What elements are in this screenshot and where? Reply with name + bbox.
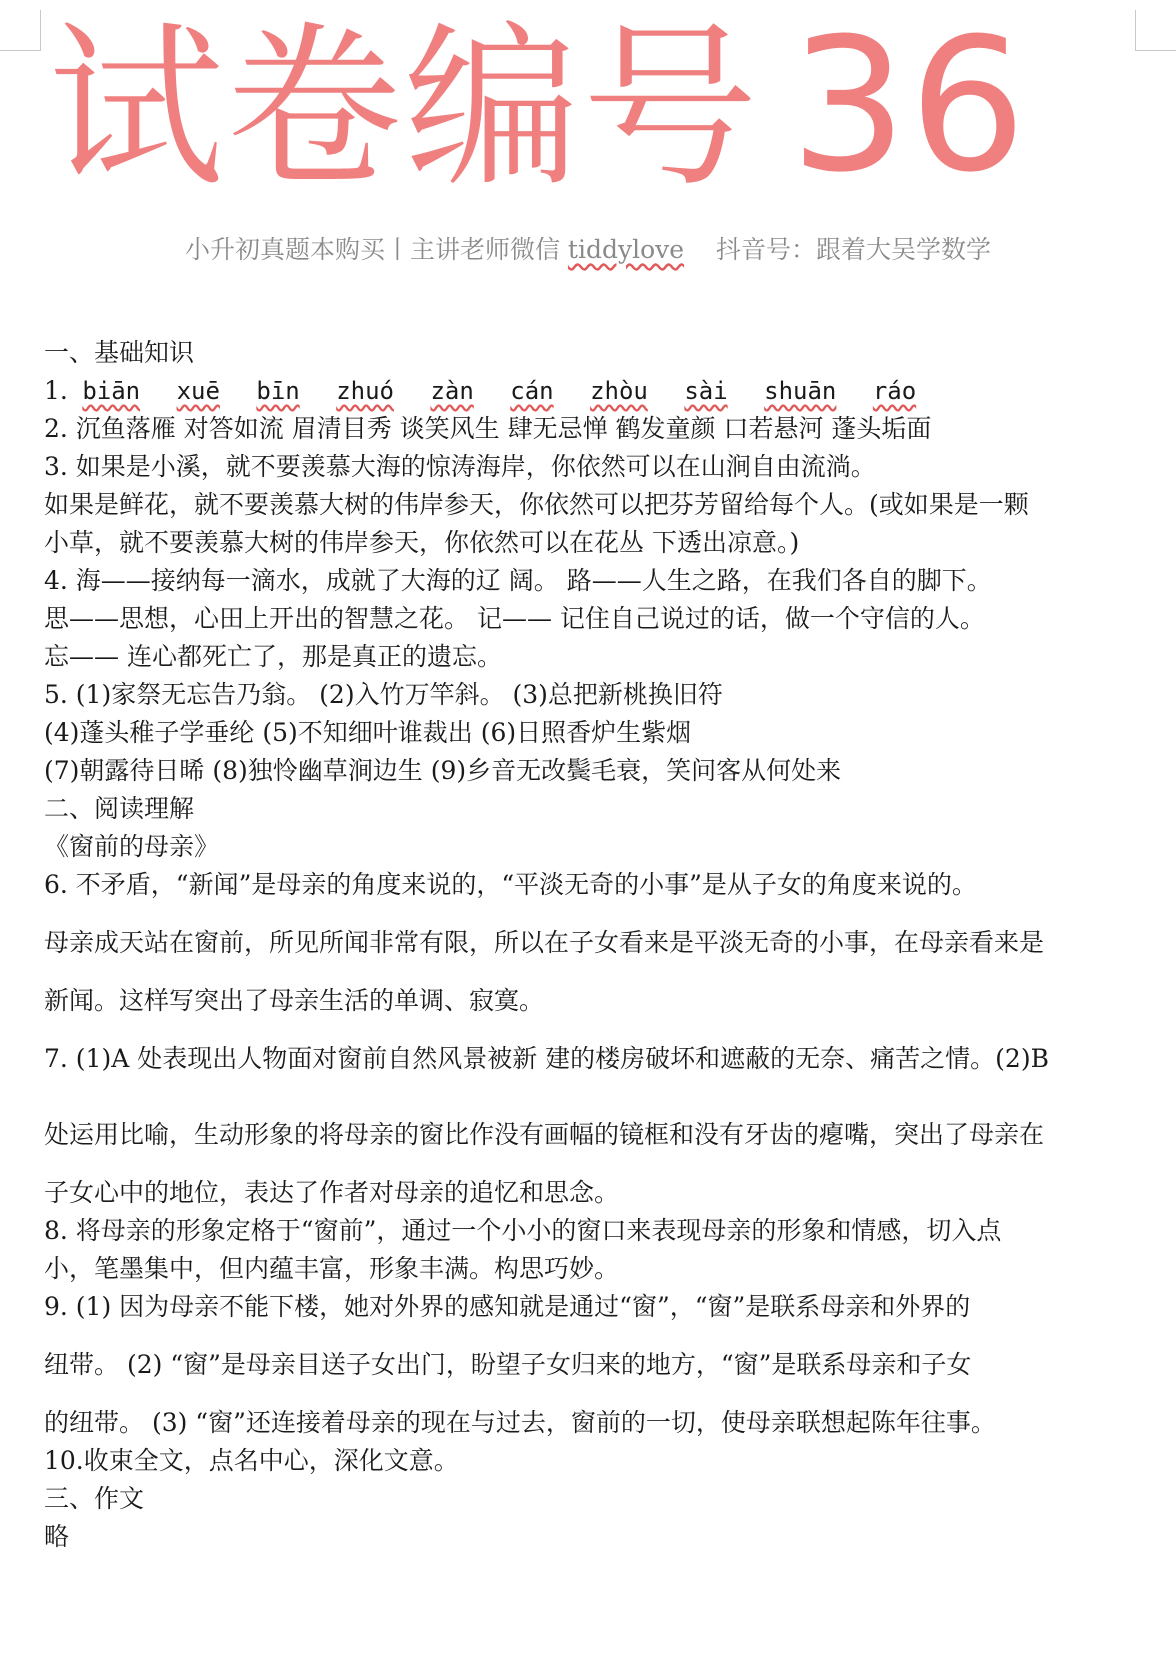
answer-q4-line: 思——思想，心田上开出的智慧之花。 记—— 记住自己说过的话，做一个守信的人。 bbox=[44, 604, 985, 633]
pinyin-item: bīn bbox=[256, 377, 300, 405]
answer-q3-line: 3. 如果是小溪，就不要羡慕大海的惊涛海岸，你依然可以在山涧自由流淌。 bbox=[44, 452, 876, 481]
answer-q7-line: 7. (1)A 处表现出人物面对窗前自然风景被新 建的楼房破坏和遮蔽的无奈、痛苦之情。(2)B bbox=[44, 1044, 1049, 1073]
answer-q5-line: 5. (1)家祭无忘告乃翁。 (2)入竹万竿斜。 (3)总把新桃换旧符 bbox=[44, 680, 723, 709]
pinyin-item: sài bbox=[684, 377, 728, 405]
answer-q9-line: 的纽带。 (3) “窗”还连接着母亲的现在与过去，窗前的一切，使母亲联想起陈年往事。 bbox=[44, 1408, 996, 1437]
answer-q4-line: 4. 海——接纳每一滴水，成就了大海的辽 阔。 路——人生之路，在我们各自的脚下。 bbox=[44, 566, 992, 595]
q1-label: 1. bbox=[44, 376, 68, 405]
pinyin-item: zhòu bbox=[590, 377, 648, 405]
answer-q4-line: 忘—— 连心都死亡了，那是真正的遗忘。 bbox=[44, 642, 502, 671]
pinyin-item: zàn bbox=[430, 377, 474, 405]
answer-q9-line: 纽带。 (2) “窗”是母亲目送子女出门，盼望子女归来的地方，“窗”是联系母亲和子女 bbox=[44, 1350, 972, 1379]
answer-q6-line: 新闻。这样写突出了母亲生活的单调、寂寞。 bbox=[44, 986, 545, 1015]
exam-number: 36 bbox=[790, 6, 1029, 206]
pinyin-item: zhuó bbox=[336, 377, 394, 405]
answer-q7-line: 处运用比喻，生动形象的将母亲的窗比作没有画幅的镜框和没有牙齿的瘪嘴，突出了母亲在 bbox=[44, 1120, 1045, 1149]
wechat-id: tiddylove bbox=[567, 235, 685, 264]
answer-q1 bbox=[44, 372, 1144, 410]
section-heading-basic: 一、基础知识 bbox=[44, 338, 195, 367]
answer-q6-line: 母亲成天站在窗前，所见所闻非常有限，所以在子女看来是平淡无奇的小事，在母亲看来是 bbox=[44, 928, 1045, 957]
pinyin-item: biān bbox=[82, 377, 141, 405]
answer-content bbox=[44, 334, 1144, 1556]
answer-q8-line: 小，笔墨集中，但内蕴丰富，形象丰满。构思巧妙。 bbox=[44, 1254, 620, 1283]
answer-q3-line: 如果是鲜花，就不要羡慕大树的伟岸参天，你依然可以把芬芳留给每个人。(或如果是一颗 bbox=[44, 490, 1029, 519]
answer-q5-line: (7)朝露待日晞 (8)独怜幽草涧边生 (9)乡音无改鬓毛衰，笑问客从何处来 bbox=[44, 756, 842, 785]
pinyin-item: cán bbox=[510, 377, 554, 405]
essay-answer: 略 bbox=[44, 1522, 70, 1551]
answer-q7-line: 子女心中的地位，表达了作者对母亲的追忆和思念。 bbox=[44, 1178, 620, 1207]
page-corner-mark-left bbox=[0, 10, 41, 51]
answer-q2: 2. 沉鱼落雁 对答如流 眉清目秀 谈笑风生 肆无忌惮 鹤发童颜 口若悬河 蓬头垢面 bbox=[44, 414, 932, 443]
section-heading-essay: 三、作文 bbox=[44, 1484, 145, 1513]
section-heading-reading: 二、阅读理解 bbox=[44, 794, 195, 823]
exam-title-text: 试卷编号 bbox=[48, 6, 761, 206]
exam-title bbox=[48, 6, 1158, 206]
douyin-account: 抖音号：跟着大吴学数学 bbox=[716, 235, 992, 264]
answer-q6-line: 6. 不矛盾，“新闻”是母亲的角度来说的，“平淡无奇的小事”是从子女的角度来说的。 bbox=[44, 870, 977, 899]
pinyin-item: xuē bbox=[176, 377, 220, 405]
answer-q9-line: 9. (1) 因为母亲不能下楼，她对外界的感知就是通过“窗”，“窗”是联系母亲和外界的 bbox=[44, 1292, 971, 1321]
answer-q10: 10.收束全文，点名中心，深化文意。 bbox=[44, 1446, 459, 1475]
answer-q3-line: 小草，就不要羡慕大树的伟岸参天，你依然可以在花丛 下透出凉意。) bbox=[44, 528, 800, 557]
answer-q8-line: 8. 将母亲的形象定格于“窗前”，通过一个小小的窗口来表现母亲的形象和情感，切入点 bbox=[44, 1216, 1002, 1245]
q1-pinyin-list bbox=[68, 377, 938, 405]
pinyin-item: shuān bbox=[764, 377, 837, 405]
subtitle-purchase-text: 小升初真题本购买丨主讲老师微信 bbox=[184, 235, 560, 264]
subtitle-bar bbox=[0, 232, 1176, 268]
passage-title: 《窗前的母亲》 bbox=[44, 832, 220, 861]
answer-q5-line: (4)蓬头稚子学垂纶 (5)不知细叶谁裁出 (6)日照香炉生紫烟 bbox=[44, 718, 692, 747]
pinyin-item: ráo bbox=[872, 377, 917, 405]
